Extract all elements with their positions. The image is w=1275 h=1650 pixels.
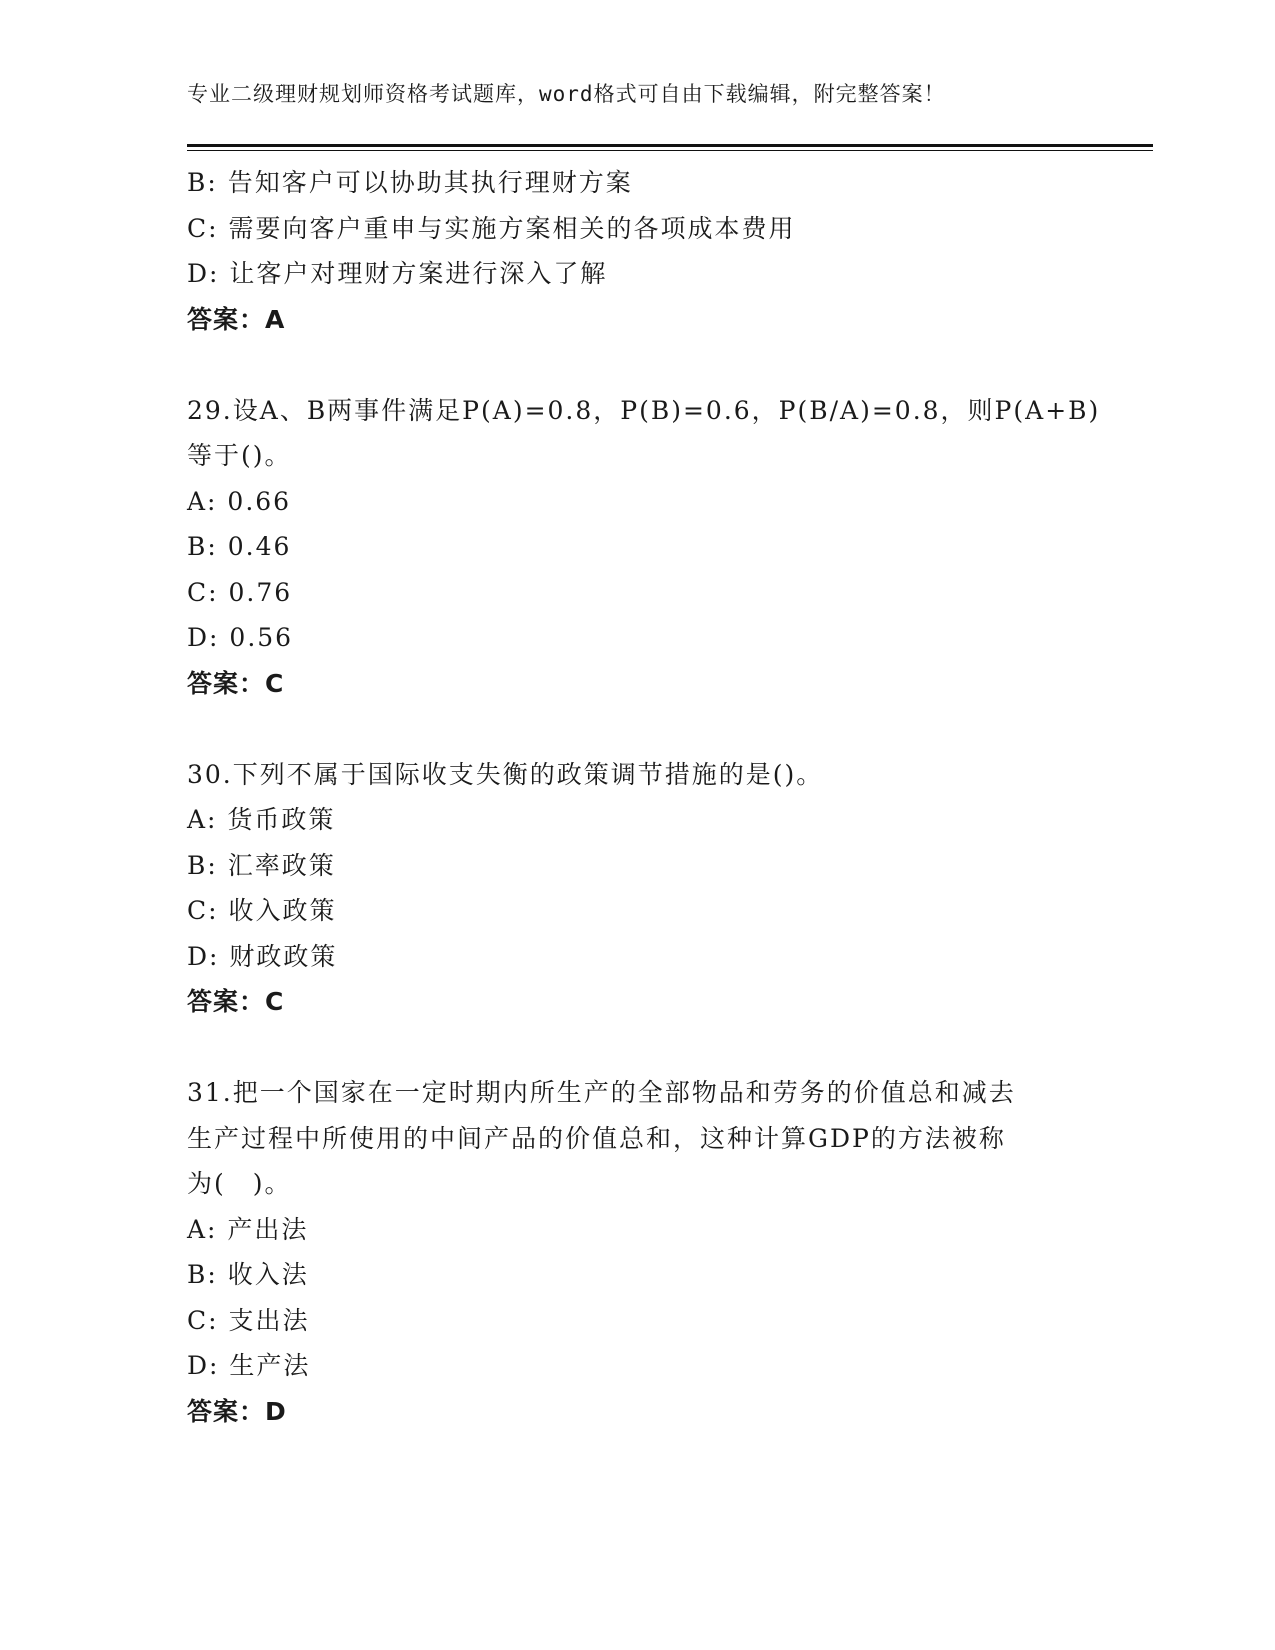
option-b: B: 告知客户可以协助其执行理财方案	[187, 168, 633, 197]
spacer	[187, 1025, 1087, 1071]
option-d: D: 0.56	[187, 623, 294, 652]
option-b: B: 汇率政策	[187, 850, 336, 880]
option-a: A: 货币政策	[187, 805, 336, 834]
spacer	[187, 706, 1087, 752]
question-30	[187, 752, 1087, 1025]
header-rule-thick	[187, 144, 1153, 147]
option-c: C: 支出法	[187, 1305, 310, 1335]
option-b: B: 收入法	[187, 1260, 309, 1289]
option-c: C: 收入政策	[187, 896, 337, 925]
question-stem: 30.下列不属于国际收支失衡的政策调节措施的是()。	[187, 759, 824, 789]
page-header: 专业二级理财规划师资格考试题库，word格式可自由下载编辑，附完整答案！	[187, 82, 946, 106]
option-b: B: 0.46	[187, 532, 292, 561]
option-d: D: 财政政策	[187, 941, 338, 971]
question-stem: 为( )。	[187, 1169, 292, 1198]
option-c: C: 需要向客户重申与实施方案相关的各项成本费用	[187, 213, 796, 243]
answer: 答案：A	[187, 304, 286, 334]
question-stem: 等于()。	[187, 441, 292, 470]
question-28-tail	[187, 160, 1087, 342]
answer: 答案：C	[187, 668, 285, 698]
answer: 答案：C	[187, 987, 285, 1016]
question-29	[187, 388, 1101, 707]
option-a: A: 0.66	[187, 486, 292, 516]
header-rule-thin	[187, 150, 1153, 151]
option-d: D: 让客户对理财方案进行深入了解	[187, 259, 608, 288]
question-stem: 生产过程中所使用的中间产品的价值总和，这种计算GDP的方法被称	[187, 1123, 1006, 1153]
spacer	[187, 342, 1087, 388]
question-31	[187, 1070, 1087, 1434]
option-c: C: 0.76	[187, 577, 293, 607]
question-stem: 31.把一个国家在一定时期内所生产的全部物品和劳务的价值总和减去	[187, 1078, 1016, 1107]
option-d: D: 生产法	[187, 1351, 311, 1380]
document-body	[187, 160, 1101, 1434]
question-stem: 29.设A、B两事件满足P(A)=0.8，P(B)=0.6，P(B/A)=0.8，则P(A+B)	[187, 395, 1101, 425]
option-a: A: 产出法	[187, 1214, 309, 1244]
answer: 答案：D	[187, 1396, 287, 1426]
